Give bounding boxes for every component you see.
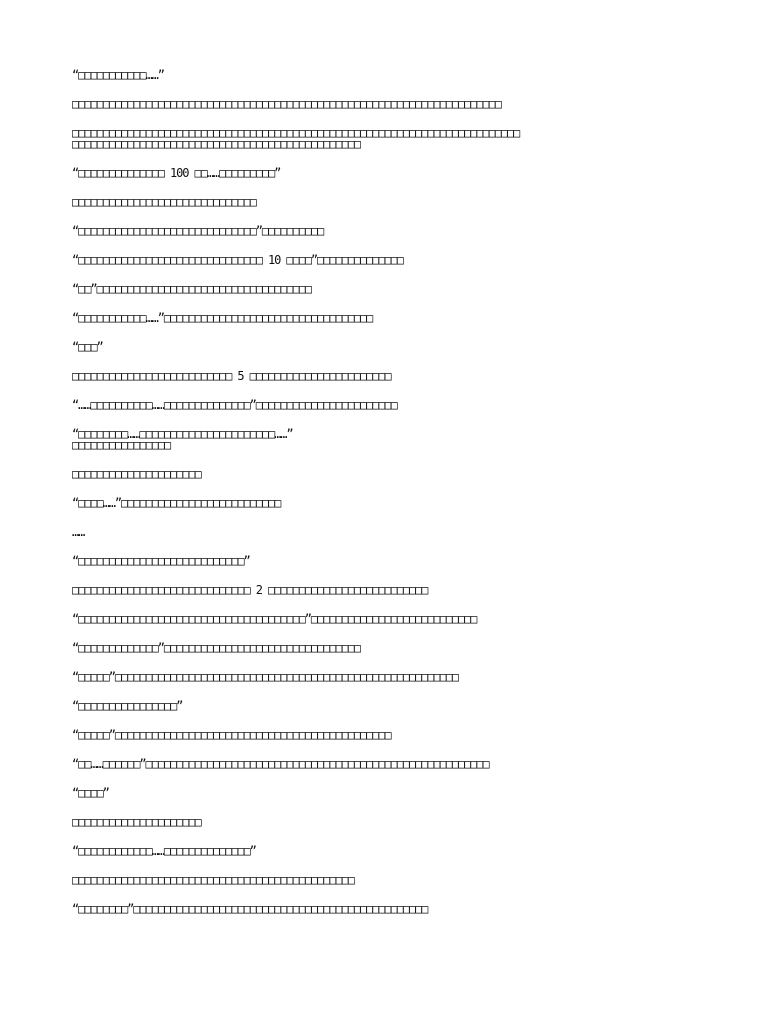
paragraph: “□□□” bbox=[72, 340, 103, 354]
paragraph: “□□□□□”□□□□□□□□□□□□□□□□□□□□□□□□□□□□□□□□□□□□□□□□□□□□□ bbox=[72, 728, 391, 742]
paragraph: □□□□□□□□□□□□□□□□□□□□□□□□□□ 5 □□□□□□□□□□□□□□□□□□□□□□□ bbox=[72, 369, 391, 383]
paragraph: □□□□□□□□□□□□□□□□□□□□□□□□□□□□□ 2 □□□□□□□□□□□□□□□□□□□□□□□□□□ bbox=[72, 583, 428, 597]
paragraph: …… bbox=[72, 525, 85, 539]
paragraph: □□□□□□□□□□□□□□□□□□□□□□□□□□□□□□ bbox=[72, 195, 256, 209]
paragraph: □□□□□□□□□□□□□□□□□□□□□□□□□□□□□□□□□□□□□□□□□□□□□□□□□□□□□□□□□□□□□□□□□□□□□□ bbox=[72, 97, 501, 111]
paragraph: “……□□□□□□□□□□……□□□□□□□□□□□□□□”□□□□□□□□□□□□□□□□□□□□□□□ bbox=[72, 398, 397, 412]
paragraph: □□□□□□□□□□□□□□□□□□□□□ bbox=[72, 815, 201, 829]
paragraph: “□□□□□□□□□□□……”□□□□□□□□□□□□□□□□□□□□□□□□□□□□□□□□□□ bbox=[72, 311, 373, 325]
paragraph: “□□□□□□□□□□□□□□□□□□□□□□□□□□□□□□ 10 □□□□”□□□□□□□□□□□□□□ bbox=[72, 253, 403, 267]
paragraph: “□□□□□”□□□□□□□□□□□□□□□□□□□□□□□□□□□□□□□□□□□□□□□□□□□□□□□□□□□□□□□□ bbox=[72, 670, 458, 684]
paragraph: “□□□□□□□□……□□□□□□□□□□□□□□□□□□□□□□……” □□□□□□□□□□□□□□□□ bbox=[72, 427, 293, 452]
paragraph: □□□□□□□□□□□□□□□□□□□□□□□□□□□□□□□□□□□□□□□□□□□□□□□□□□□□□□□□□□□□□□□□□□□□□□□□□ □□□□□□□□□□□□□□□□□□□□□□□□□□□□□□□□□□□□□□□□□□□□□□□ bbox=[72, 126, 520, 151]
paragraph: “□□□□□□□□□□□□□□□□” bbox=[72, 699, 183, 713]
paragraph: “□□□□……”□□□□□□□□□□□□□□□□□□□□□□□□□□ bbox=[72, 496, 281, 510]
document-body bbox=[72, 70, 712, 915]
paragraph: “□□□□□□□□□□□□□□ 100 □□……□□□□□□□□□” bbox=[72, 166, 281, 180]
paragraph: “□□□□□□□□□□□□□□□□□□□□□□□□□□□” bbox=[72, 554, 250, 568]
paragraph: “□□□□□□□□□□□……” bbox=[72, 68, 164, 82]
paragraph: □□□□□□□□□□□□□□□□□□□□□ bbox=[72, 467, 201, 481]
paragraph: “□□□□□□□□□□□□……□□□□□□□□□□□□□□” bbox=[72, 844, 256, 858]
paragraph: “□□□□□□□□□□□□□□□□□□□□□□□□□□□□□□□□□□□□□”□□□□□□□□□□□□□□□□□□□□□□□□□□□ bbox=[72, 612, 477, 626]
paragraph: “□□”□□□□□□□□□□□□□□□□□□□□□□□□□□□□□□□□□□□ bbox=[72, 282, 311, 296]
paragraph: “□□□□□□□□□□□□□”□□□□□□□□□□□□□□□□□□□□□□□□□□□□□□□□ bbox=[72, 641, 360, 655]
paragraph: “□□□□” bbox=[72, 786, 109, 800]
paragraph: “□□□□□□□□□□□□□□□□□□□□□□□□□□□□□”□□□□□□□□□□ bbox=[72, 224, 324, 238]
paragraph: □□□□□□□□□□□□□□□□□□□□□□□□□□□□□□□□□□□□□□□□□□□□□□ bbox=[72, 873, 354, 887]
paragraph: “□□□□□□□□”□□□□□□□□□□□□□□□□□□□□□□□□□□□□□□□□□□□□□□□□□□□□□□□□ bbox=[72, 902, 428, 916]
paragraph: “□□……□□□□□□”□□□□□□□□□□□□□□□□□□□□□□□□□□□□□□□□□□□□□□□□□□□□□□□□□□□□□□□□ bbox=[72, 757, 489, 771]
